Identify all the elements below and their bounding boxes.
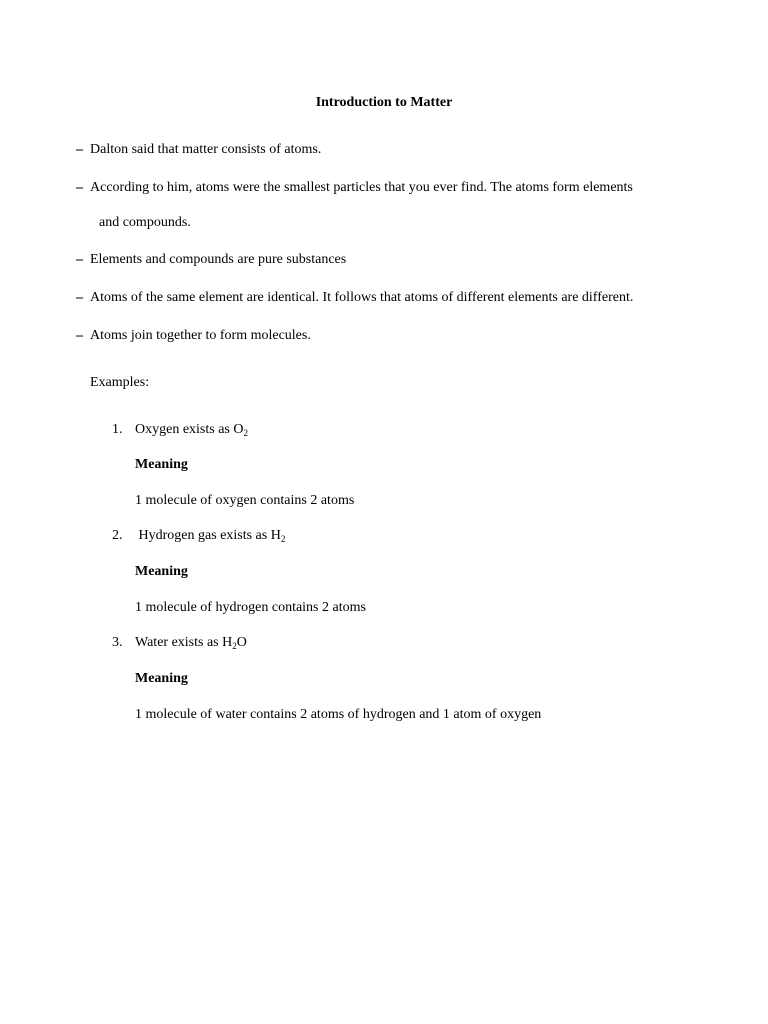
example-text bbox=[135, 634, 247, 652]
example-text-main: Water exists as H bbox=[135, 635, 233, 650]
bullet-text: Atoms of the same element are identical. It follows that atoms of different elements are different. bbox=[90, 290, 634, 305]
bullet-text: Elements and compounds are pure substances bbox=[90, 252, 347, 267]
bullet-text: Atoms join together to form molecules. bbox=[90, 328, 311, 343]
bullet-text: According to him, atoms were the smallest particles that you ever find. The atoms form elements bbox=[90, 180, 633, 195]
example-number: 2. bbox=[112, 528, 123, 543]
examples-label: Examples: bbox=[90, 375, 150, 390]
example-number: 3. bbox=[112, 635, 123, 650]
example-text-main: Hydrogen gas exists as H bbox=[135, 528, 281, 543]
meaning-text: 1 molecule of water contains 2 atoms of hydrogen and 1 atom of oxygen bbox=[135, 707, 542, 722]
document-title: Introduction to Matter bbox=[315, 95, 453, 110]
bullet-dash: – bbox=[76, 252, 83, 267]
meaning-label: Meaning bbox=[135, 564, 188, 579]
example-subscript: 2 bbox=[232, 641, 237, 651]
meaning-text: 1 molecule of oxygen contains 2 atoms bbox=[135, 493, 355, 508]
example-subscript: 2 bbox=[243, 428, 248, 438]
example-text-main: Oxygen exists as O bbox=[135, 422, 244, 437]
meaning-label: Meaning bbox=[135, 671, 188, 686]
example-text bbox=[135, 527, 285, 545]
bullet-text: Dalton said that matter consists of atoms. bbox=[90, 142, 322, 157]
bullet-dash: – bbox=[76, 290, 83, 305]
bullet-dash: – bbox=[76, 180, 83, 195]
example-text-tail: O bbox=[236, 635, 247, 650]
meaning-label: Meaning bbox=[135, 457, 188, 472]
bullet-dash: – bbox=[76, 142, 83, 157]
meaning-text: 1 molecule of hydrogen contains 2 atoms bbox=[135, 600, 366, 615]
example-subscript: 2 bbox=[280, 534, 286, 544]
bullet-continuation-text: and compounds. bbox=[99, 215, 191, 230]
example-text bbox=[135, 421, 248, 439]
example-number: 1. bbox=[112, 422, 123, 437]
bullet-dash: – bbox=[76, 328, 83, 343]
